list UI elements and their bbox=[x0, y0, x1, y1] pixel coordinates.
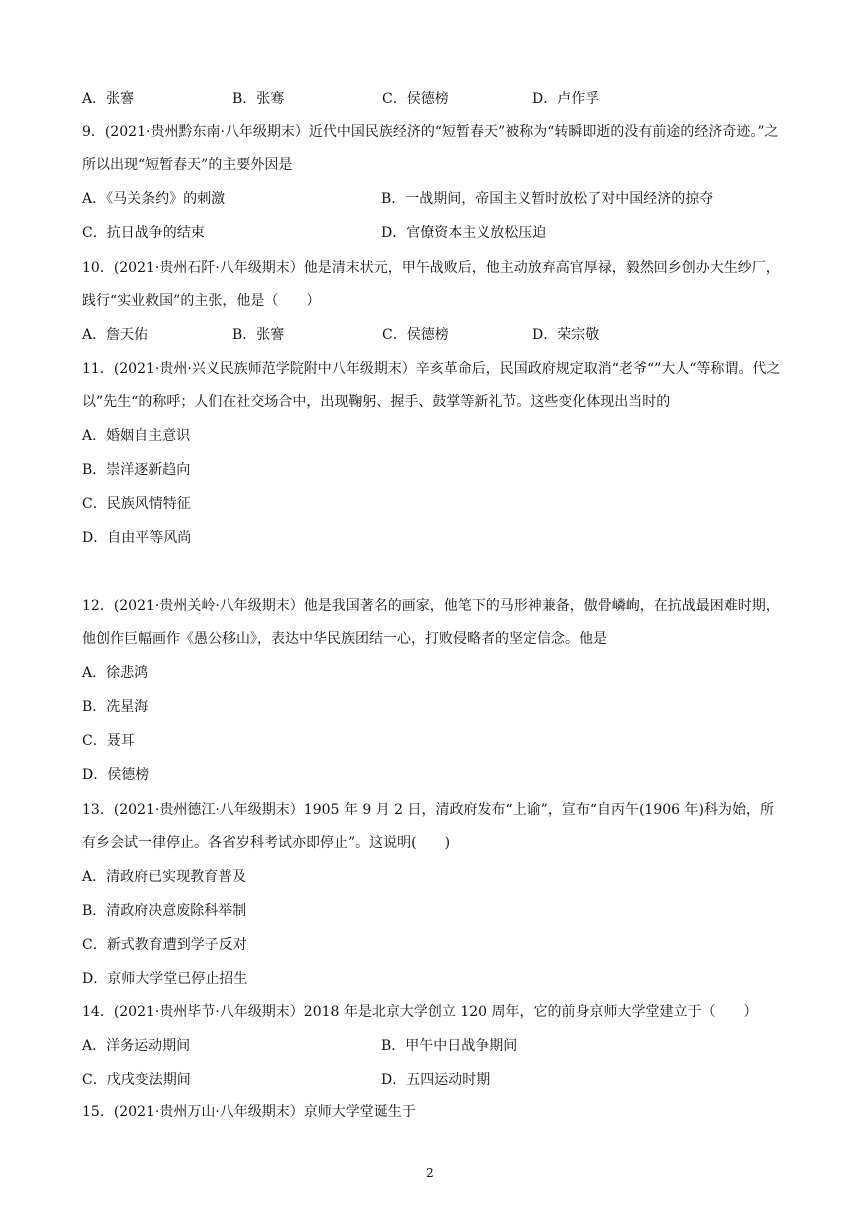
question-14 bbox=[82, 996, 782, 1097]
question-13-text: 13．(2021·贵州德江·八年级期末）1905 年 9 月 2 日，清政府发布“上谕”，宣布“自丙午(1906 年)科为始，所有乡会试一律停止。各省岁科考试亦即停止”。这说明( ) bbox=[82, 802, 774, 851]
question-11 bbox=[82, 353, 782, 555]
option-c[interactable]: C．侯德榜 bbox=[382, 327, 449, 343]
option-d[interactable]: D．侯德榜 bbox=[82, 767, 150, 783]
option-b[interactable]: B．张骞 bbox=[232, 91, 285, 107]
option-c[interactable]: C．抗日战争的结束 bbox=[82, 225, 205, 241]
option-c[interactable]: C．侯德榜 bbox=[382, 91, 449, 107]
option-a[interactable]: A．婚姻自主意识 bbox=[82, 428, 191, 444]
question-15-text: 15．(2021·贵州万山·八年级期末）京师大学堂诞生于 bbox=[82, 1104, 416, 1120]
option-a[interactable]: A．徐悲鸿 bbox=[82, 665, 149, 681]
option-a[interactable]: A．《马关条约》的刺激 bbox=[82, 191, 226, 207]
question-9-options-row2 bbox=[82, 216, 782, 250]
question-14-options bbox=[82, 1029, 782, 1063]
question-10-text: 10．(2021·贵州石阡·八年级期末）他是清末状元，甲午战败后，他主动放弃高官厚禄，毅然回乡创办大生纱厂，践行“实业救国”的主张，他是（ ） bbox=[82, 260, 780, 309]
option-b[interactable]: B．一战期间，帝国主义暂时放松了对中国经济的掠夺 bbox=[381, 191, 714, 207]
option-a[interactable]: A．清政府已实现教育普及 bbox=[82, 869, 247, 885]
option-a[interactable]: A．张謇 bbox=[82, 91, 135, 107]
option-c[interactable]: C．戊戌变法期间 bbox=[82, 1072, 191, 1088]
question-15 bbox=[82, 1096, 782, 1129]
option-d[interactable]: D．官僚资本主义放松压迫 bbox=[381, 225, 547, 241]
question-9-text: 9．(2021·贵州黔东南·八年级期末）近代中国民族经济的“短暂春天”被称为“转瞬即逝的没有前途的经济奇迹。”之所以出现“短暂春天”的主要外因是 bbox=[82, 124, 779, 173]
question-11-text: 11．(2021·贵州·兴义民族师范学院附中八年级期末）辛亥革命后，民国政府规定取消“老爷“”大人“等称谓。代之以”先生“的称呼；人们在社交场合中，出现鞠躬、握手、鼓掌等新礼节。这些变化体现出当时的 bbox=[82, 361, 781, 410]
option-b[interactable]: B．冼星海 bbox=[82, 699, 149, 715]
question-10-options bbox=[82, 318, 782, 352]
question-12 bbox=[82, 590, 782, 792]
option-b[interactable]: B．张謇 bbox=[232, 327, 285, 343]
question-14-text: 14．(2021·贵州毕节·八年级期末）2018 年是北京大学创立 120 周年，它的前身京师大学堂建立于（ ） bbox=[82, 1004, 758, 1020]
page-number: 2 bbox=[426, 1166, 434, 1180]
option-a[interactable]: A．詹天佑 bbox=[82, 327, 149, 343]
question-12-text: 12．(2021·贵州关岭·八年级期末）他是我国著名的画家，他笔下的马形神兼备，傲骨嶙峋，在抗战最困难时期，他创作巨幅画作《愚公移山》，表达中华民族团结一心，打败侵略者的坚定信念。他是 bbox=[82, 598, 780, 647]
option-d[interactable]: D．京师大学堂已停止招生 bbox=[82, 971, 248, 987]
option-d[interactable]: D．卢作孚 bbox=[532, 91, 600, 107]
question-10 bbox=[82, 252, 782, 352]
question-13 bbox=[82, 794, 782, 996]
option-d[interactable]: D．五四运动时期 bbox=[381, 1072, 491, 1088]
option-b[interactable]: B．崇洋逐新趋向 bbox=[82, 462, 191, 478]
question-9-options bbox=[82, 182, 782, 216]
question-8 bbox=[82, 82, 782, 116]
option-d[interactable]: D．荣宗敬 bbox=[532, 327, 600, 343]
option-c[interactable]: C．民族风情特征 bbox=[82, 496, 191, 512]
option-a[interactable]: A．洋务运动期间 bbox=[82, 1038, 191, 1054]
option-c[interactable]: C．聂耳 bbox=[82, 733, 135, 749]
option-b[interactable]: B．甲午中日战争期间 bbox=[381, 1038, 518, 1054]
option-b[interactable]: B．清政府决意废除科举制 bbox=[82, 903, 247, 919]
option-c[interactable]: C．新式教育遭到学子反对 bbox=[82, 937, 247, 953]
question-8-options bbox=[82, 82, 782, 116]
option-d[interactable]: D．自由平等风尚 bbox=[82, 530, 192, 546]
question-9 bbox=[82, 116, 782, 250]
question-14-options-row2 bbox=[82, 1063, 782, 1097]
